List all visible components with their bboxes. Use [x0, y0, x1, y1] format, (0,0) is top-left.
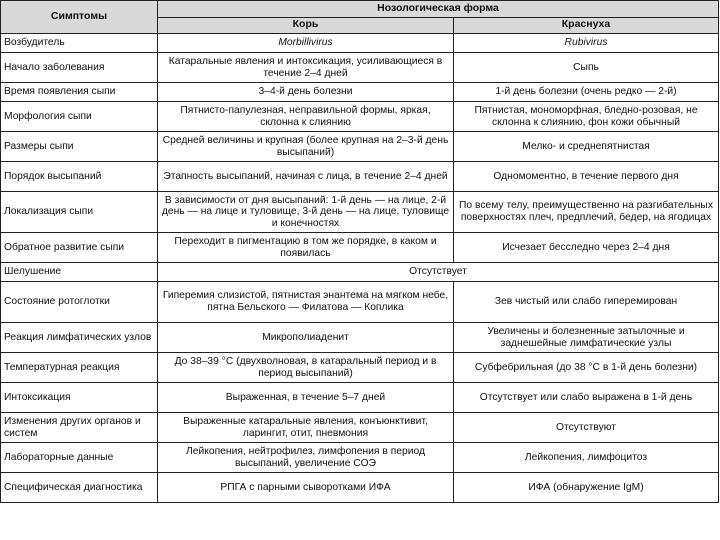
symptom-cell: Возбудитель — [1, 34, 158, 53]
measles-cell: Катаральные явления и интоксикация, усиливающиеся в течение 2–4 дней — [158, 53, 454, 83]
measles-cell: РПГА с парными сыворотками ИФА — [158, 473, 454, 503]
table-row — [1, 34, 719, 53]
header-measles: Корь — [158, 17, 454, 34]
measles-cell: Morbillivirus — [158, 34, 454, 53]
rubella-cell: Пятнистая, мономорфная, бледно-розовая, не склонна к слиянию, фон кожи обычный — [454, 102, 719, 132]
table-row — [1, 53, 719, 83]
symptom-cell: Специфическая диагностика — [1, 473, 158, 503]
symptom-cell: Шелушение — [1, 263, 158, 282]
measles-cell: До 38–39 °С (двухволновая, в катаральный период и в период высыпаний) — [158, 353, 454, 383]
header-nosology: Нозологическая форма — [158, 1, 719, 18]
table-row — [1, 102, 719, 132]
rubella-cell: Одномоментно, в течение первого дня — [454, 162, 719, 192]
header-symptoms: Симптомы — [1, 1, 158, 34]
table-row — [1, 443, 719, 473]
rubella-cell: Отсутствует или слабо выражена в 1-й день — [454, 383, 719, 413]
rubella-cell: Увеличены и болезненные затылочные и заднешейные лимфатические узлы — [454, 323, 719, 353]
symptom-cell: Температурная реакция — [1, 353, 158, 383]
measles-cell: Выраженные катаральные явления, конъюнктивит, ларингит, отит, пневмония — [158, 413, 454, 443]
rubella-cell: Сыпь — [454, 53, 719, 83]
rubella-cell: Rubivirus — [454, 34, 719, 53]
symptom-cell: Локализация сыпи — [1, 192, 158, 233]
symptom-cell: Состояние ротоглотки — [1, 282, 158, 323]
header-rubella: Краснуха — [454, 17, 719, 34]
symptom-cell: Реакция лимфатических узлов — [1, 323, 158, 353]
measles-cell: Средней величины и крупная (более крупная на 2–3-й день высыпаний) — [158, 132, 454, 162]
measles-cell: Микрополиаденит — [158, 323, 454, 353]
table-row — [1, 282, 719, 323]
measles-cell: Переходит в пигментацию в том же порядке, в каком и появилась — [158, 233, 454, 263]
table-row — [1, 162, 719, 192]
symptom-cell: Порядок высыпаний — [1, 162, 158, 192]
table-row — [1, 132, 719, 162]
table-row — [1, 413, 719, 443]
shared-value-cell: Отсутствует — [158, 263, 719, 282]
rubella-cell: Зев чистый или слабо гиперемирован — [454, 282, 719, 323]
rubella-cell: По всему телу, преимущественно на разгибательных поверхностях плеч, предплечий, бедер, на ягодицах — [454, 192, 719, 233]
rubella-cell: Мелко- и среднепятнистая — [454, 132, 719, 162]
symptom-cell: Изменения других органов и систем — [1, 413, 158, 443]
table-row — [1, 192, 719, 233]
rubella-cell: Лейкопения, лимфоцитоз — [454, 443, 719, 473]
symptom-cell: Обратное развитие сыпи — [1, 233, 158, 263]
measles-cell: Выраженная, в течение 5–7 дней — [158, 383, 454, 413]
measles-cell: Пятнисто-папулезная, неправильной формы, яркая, склонна к слиянию — [158, 102, 454, 132]
rubella-cell: ИФА (обнаружение IgM) — [454, 473, 719, 503]
table-row — [1, 83, 719, 102]
symptom-cell: Время появления сыпи — [1, 83, 158, 102]
table-row — [1, 323, 719, 353]
table-row — [1, 233, 719, 263]
symptom-cell: Начало заболевания — [1, 53, 158, 83]
symptom-cell: Лабораторные данные — [1, 443, 158, 473]
measles-cell: Этапность высыпаний, начиная с лица, в течение 2–4 дней — [158, 162, 454, 192]
rubella-cell: 1-й день болезни (очень редко — 2-й) — [454, 83, 719, 102]
rubella-cell: Исчезает бесследно через 2–4 дня — [454, 233, 719, 263]
measles-cell: Гиперемия слизистой, пятнистая энантема на мягком небе, пятна Бельского — Филатова — Коплика — [158, 282, 454, 323]
symptom-cell: Размеры сыпи — [1, 132, 158, 162]
table-row — [1, 263, 719, 282]
measles-cell: 3–4-й день болезни — [158, 83, 454, 102]
table-row — [1, 473, 719, 503]
symptom-cell: Интоксикация — [1, 383, 158, 413]
rubella-cell: Отсутствуют — [454, 413, 719, 443]
measles-cell: Лейкопения, нейтрофилез, лимфопения в период высыпаний, увеличение СОЭ — [158, 443, 454, 473]
table-row — [1, 383, 719, 413]
symptom-cell: Морфология сыпи — [1, 102, 158, 132]
table-row — [1, 353, 719, 383]
rubella-cell: Субфебрильная (до 38 °С в 1-й день болезни) — [454, 353, 719, 383]
measles-cell: В зависимости от дня высыпаний: 1-й день — на лице, 2-й день — на лице и туловище, 3-й день — на лице, туловище и конечностях — [158, 192, 454, 233]
